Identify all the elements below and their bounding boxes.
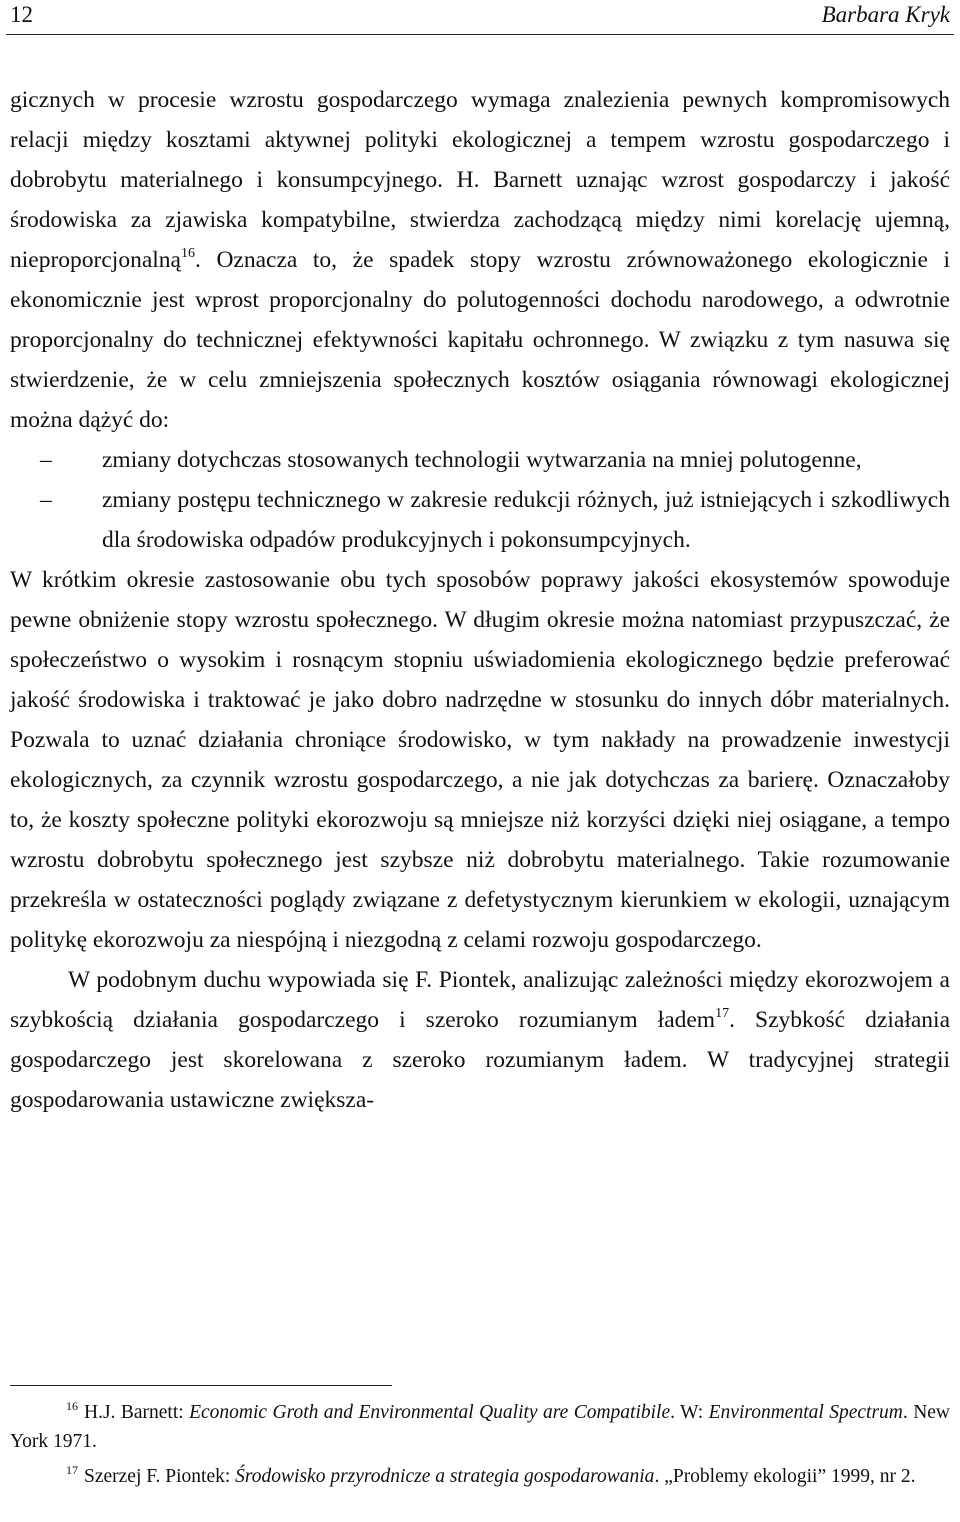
list-item-text: zmiany postępu technicznego w zakresie redukcji różnych, już istniejących i szkodliwych dla środowiska odpadów produkcyjnych i pokonsumpcyjnych.	[102, 487, 950, 553]
paragraph-1	[10, 80, 950, 440]
footnote-ref-17[interactable]: 17	[715, 1006, 730, 1021]
footnote-16	[10, 1398, 950, 1456]
paragraph-1-text-a: gicznych w procesie wzrostu gospodarczego wymaga znalezienia pewnych kompromisowych relacji między kosztami aktywnej polityki ekologicznej a tempem wzrostu gospodarczego i dobrobytu materialnego i konsumpcyjnego. H. Barnett uznając wzrost gospodarczy i jakość środowiska za zjawiska kompatybilne, stwierdza zachodzącą między nimi korelację ujemną, nieproporcjonalną	[10, 87, 950, 273]
running-header	[6, 0, 954, 35]
footnote-tail: . New York 1971.	[10, 1402, 951, 1452]
footnote-mid: . W:	[670, 1402, 709, 1423]
footnote-mid: . „Problemy ekologii” 1999, nr 2.	[654, 1466, 916, 1487]
running-author: Barbara Kryk	[821, 2, 950, 27]
footnote-number: 17	[66, 1463, 78, 1477]
footnote-separator	[10, 1385, 392, 1386]
list-item-text: zmiany dotychczas stosowanych technologii wytwarzania na mniej polutogenne,	[102, 447, 862, 473]
page-number: 12	[10, 2, 33, 27]
paragraph-1-text-b: . Oznacza to, że spadek stopy wzrostu zrównoważonego ekologicznie i ekonomicznie jest wprost proporcjonalny do polutogenności dochodu narodowego, a odwrotnie proporcjonalny do technicznej efektywności kapitału ochronnego. W związku z tym nasuwa się stwierdzenie, że w celu zmniejszenia społecznych kosztów osiągania równowagi ekologicznej można dążyć do:	[10, 247, 950, 433]
paragraph-3	[10, 960, 950, 1120]
footnote-ref-16[interactable]: 16	[180, 246, 195, 261]
footnote-source: Environmental Spectrum	[708, 1402, 903, 1423]
list-item	[10, 440, 950, 480]
paragraph-3-text-a: W podobnym duchu wypowiada się F. Piontek, analizując zależności między ekorozwojem a szybkością działania gospodarczego i szeroko rozumianym ładem	[10, 967, 950, 1033]
footnote-17	[10, 1462, 950, 1491]
list-item	[10, 480, 950, 560]
body-text	[10, 80, 950, 1120]
footnote-lead: Szerzej F. Piontek:	[84, 1466, 236, 1487]
footnote-title: Środowisko przyrodnicze a strategia gospodarowania	[235, 1466, 655, 1487]
footnote-lead: H.J. Barnett:	[84, 1402, 190, 1423]
dash-bullet: –	[40, 487, 52, 513]
footnote-title: Economic Groth and Environmental Quality are Compatibile	[189, 1402, 671, 1423]
paragraph-2: W krótkim okresie zastosowanie obu tych sposobów poprawy jakości ekosystemów spowoduje pewne obniżenie stopy wzrostu społecznego. W długim okresie można natomiast przypuszczać, że społeczeństwo o wysokim i rosnącym stopniu uświadomienia ekologicznego będzie preferować jakość środowiska i traktować je jako dobro nadrzędne w stosunku do innych dóbr materialnych. Pozwala to uznać działania chroniące środowisko, w tym nakłady na prowadzenie inwestycji ekologicznych, za czynnik wzrostu gospodarczego, a nie jak dotychczas za barierę. Oznaczałoby to, że koszty społeczne polityki ekorozwoju są mniejsze niż korzyści dzięki niej osiągane, a tempo wzrostu dobrobytu społecznego jest szybsze niż dobrobytu materialnego. Takie rozumowanie przekreśla w ostateczności poglądy związane z defetystycznym kierunkiem w ekologii, uznającym politykę ekorozwoju za niespójną i niezgodną z celami rozwoju gospodarczego.	[10, 567, 950, 953]
paragraph-3-text-b: . Szybkość działania gospodarczego jest skorelowana z szeroko rozumianym ładem. W tradycyjnej strategii gospodarowania ustawiczne zwiększa-	[10, 1007, 950, 1113]
footnote-number: 16	[66, 1399, 78, 1413]
footnotes	[10, 1398, 950, 1497]
dash-bullet: –	[40, 447, 52, 473]
